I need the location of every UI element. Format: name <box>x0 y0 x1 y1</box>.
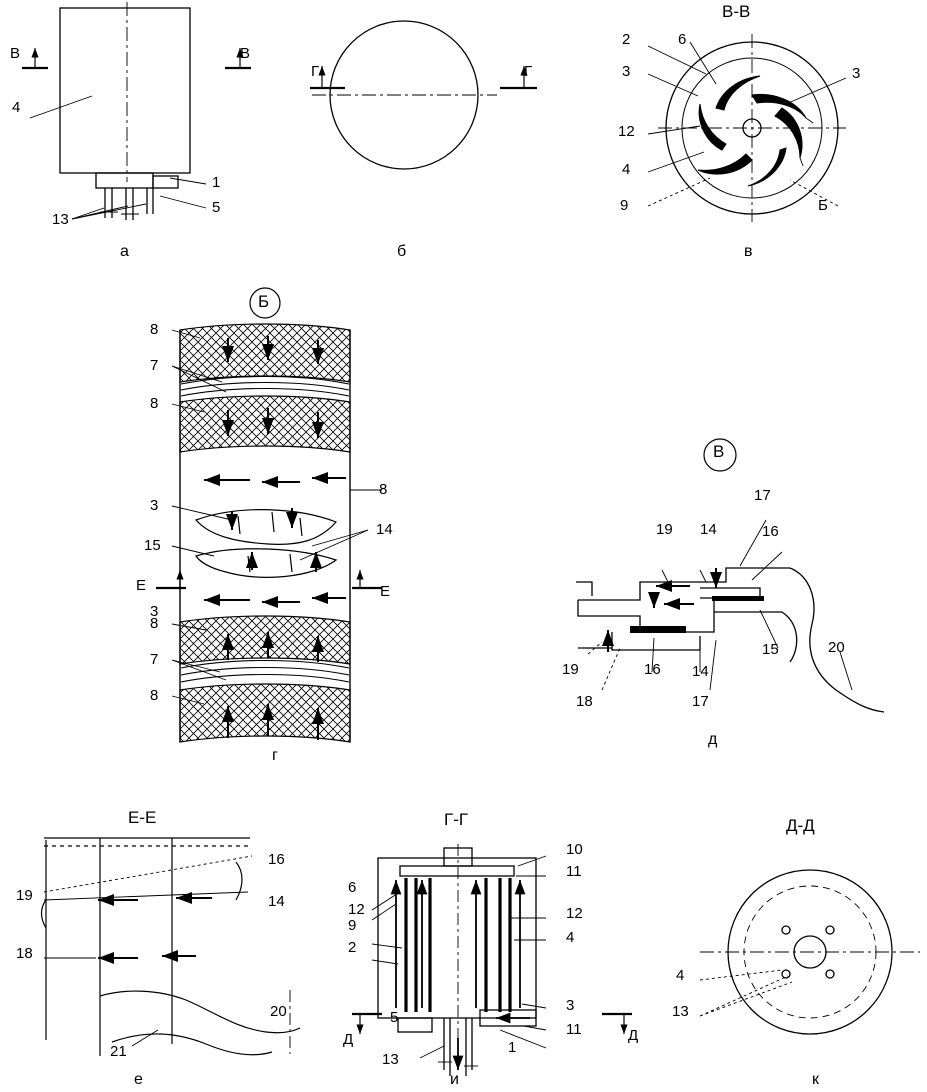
callout-d-14-top: 14 <box>700 521 717 538</box>
callout-zh-11-bottom: 11 <box>566 1021 582 1038</box>
callout-zh-5: 5 <box>390 1009 399 1026</box>
subfigure-label-a: a <box>120 243 129 260</box>
callout-zh-13: 13 <box>382 1051 399 1068</box>
callout-a-13: 13 <box>52 211 69 228</box>
callout-g-8-3: 8 <box>379 481 388 498</box>
callout-zh-11-top: 11 <box>566 863 582 880</box>
callout-g-7-1: 7 <box>150 357 159 374</box>
callout-d-20: 20 <box>828 639 845 656</box>
subfigure-label-b: б <box>397 243 407 260</box>
callout-v-9: 9 <box>620 197 629 214</box>
callout-k-4: 4 <box>676 967 685 984</box>
subfigure-label-zh: и <box>450 1071 459 1088</box>
callout-v-4: 4 <box>622 161 631 178</box>
callout-d-15: 15 <box>762 641 779 658</box>
view-mark-g-right: Г <box>524 63 533 80</box>
subfigure-label-v: в <box>744 243 753 260</box>
section-title-dd: Д-Д <box>786 816 815 835</box>
callout-e-21: 21 <box>110 1043 127 1060</box>
view-mark-v-right: В <box>240 45 251 62</box>
callout-g-8-5: 8 <box>150 687 159 704</box>
subfigure-label-g: г <box>272 747 278 764</box>
section-title-vv: В-В <box>722 2 751 21</box>
view-mark-e-right: Е <box>380 583 391 600</box>
callout-g-15: 15 <box>144 537 161 554</box>
callout-zh-10: 10 <box>566 841 583 858</box>
section-title-gg: Г-Г <box>444 810 469 829</box>
callout-g-3-2: 3 <box>150 603 159 620</box>
callout-zh-4: 4 <box>566 929 575 946</box>
callout-v-3-left: 3 <box>622 63 631 80</box>
view-mark-g-left: Г <box>311 63 320 80</box>
view-mark-e-left: Е <box>136 577 147 594</box>
callout-g-8-1: 8 <box>150 321 159 338</box>
callout-d-14-bottom: 14 <box>692 663 709 680</box>
callout-a-1: 1 <box>212 174 221 191</box>
subfigure-label-e: е <box>134 1071 143 1088</box>
callout-v-2: 2 <box>622 31 631 48</box>
callout-d-17-top: 17 <box>754 487 771 504</box>
view-mark-v-left: В <box>10 45 21 62</box>
callout-d-16-top: 16 <box>762 523 779 540</box>
fig-b-body <box>310 21 537 169</box>
view-mark-d-right: Д <box>628 1027 639 1044</box>
callout-g-3-1: 3 <box>150 497 159 514</box>
callout-e-14: 14 <box>268 893 285 910</box>
callout-a-4: 4 <box>12 99 21 116</box>
callout-d-19-bottom: 19 <box>562 661 579 678</box>
callout-k-13: 13 <box>672 1003 689 1020</box>
callout-e-16: 16 <box>268 851 285 868</box>
fig-g-body <box>156 288 382 742</box>
callout-zh-9: 9 <box>348 917 357 934</box>
callout-zh-12-left: 12 <box>348 901 365 918</box>
callout-zh-3: 3 <box>566 997 575 1014</box>
callout-g-8-2: 8 <box>150 395 159 412</box>
callout-e-19: 19 <box>16 887 33 904</box>
callout-v-6: 6 <box>678 31 687 48</box>
callout-d-16-bottom: 16 <box>644 661 661 678</box>
circle-callout-v: В <box>713 442 725 461</box>
callout-a-5: 5 <box>212 199 221 216</box>
callout-d-18: 18 <box>576 693 593 710</box>
callout-zh-12-right: 12 <box>566 905 583 922</box>
callout-zh-6: 6 <box>348 879 357 896</box>
subfigure-label-d: д <box>708 731 718 748</box>
callout-zh-2: 2 <box>348 939 357 956</box>
callout-d-19-top: 19 <box>656 521 673 538</box>
view-mark-d-left: Д <box>343 1031 354 1048</box>
callout-d-17-bottom: 17 <box>692 693 709 710</box>
callout-v-b: Б <box>818 197 828 214</box>
fig-v-body <box>648 31 846 222</box>
circle-callout-b: Б <box>258 292 270 311</box>
callout-v-12: 12 <box>618 123 635 140</box>
callout-g-14: 14 <box>376 521 393 538</box>
callout-zh-1: 1 <box>508 1039 517 1056</box>
fig-zh-body <box>352 841 632 1076</box>
callout-e-20: 20 <box>270 1003 287 1020</box>
section-title-ee: Е-Е <box>128 808 157 827</box>
callout-v-3-right: 3 <box>852 65 861 82</box>
callout-e-18: 18 <box>16 945 33 962</box>
callout-g-7-2: 7 <box>150 651 159 668</box>
subfigure-label-k: к <box>812 1071 819 1088</box>
callout-g-8-4: 8 <box>150 615 159 632</box>
fig-d-body <box>576 439 884 712</box>
fig-k-body <box>700 870 920 1034</box>
fig-e-body <box>42 838 301 1056</box>
